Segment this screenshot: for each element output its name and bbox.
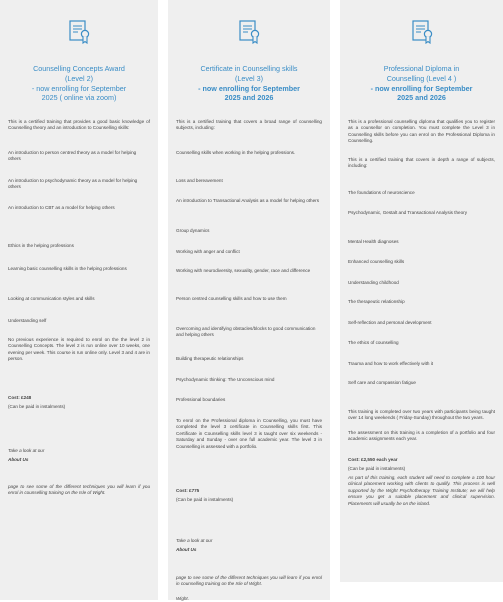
list-item: The ethics of counselling (348, 340, 399, 345)
list-item: Self-reflection and personal development (348, 320, 432, 325)
intro-text: This is a certified training that covers a broad range of counselling subjects, including: (176, 119, 322, 131)
take-a-look-text: Take a look at our (176, 538, 213, 543)
list-item: An introduction to Transactional Analysis as a model for helping others (176, 198, 319, 203)
list-item: Trauma and how to work effectively with it (348, 361, 434, 366)
title-enroll: - now enrolling for September (198, 83, 300, 93)
list-item: Loss and bereavement (176, 178, 223, 183)
list-item: Looking at communication styles and skills (8, 296, 95, 301)
intro-text: This is a certified training that provides a good basic knowledge of Counselling theory and an introduction to Counselling skills: (8, 119, 150, 131)
about-us-description: page to see some of the different techniques you will learn if you enrol in counselling training on the Isle of Wight. (176, 575, 322, 587)
list-item: The foundations of neuroscience (348, 190, 415, 195)
list-item: Working with anger and conflict (176, 249, 240, 254)
about-us-link[interactable]: About Us (8, 457, 29, 462)
instalments-note: (Can be paid in instalments) (176, 497, 234, 502)
about-us-link[interactable]: About Us (176, 547, 197, 552)
cost: Cost: £2,550 each year (348, 457, 398, 462)
list-item: Enhanced counselling skills (348, 259, 405, 264)
certificate-icon (410, 18, 434, 44)
title-enroll: - now enrolling for September (31, 83, 127, 93)
title-enroll: 2025 and 2026 (224, 93, 274, 103)
title-line: Professional Diploma in (383, 64, 460, 73)
take-a-look-text: Take a look at our (8, 448, 45, 453)
placement-note: As part of this training, each student will need to complete a 100 hour clinical placement working with clients to qualify. This process is well supported by the Wight Psychotherapy Training Institute; we will help ensure you get a suitable placement and clinical supervision. Placements will usually be on the island. (348, 475, 495, 506)
list-item: Person centred counselling skills and how to use them (176, 296, 287, 301)
title-enroll: 2025 and 2026 (397, 93, 446, 103)
course-title (6, 64, 152, 103)
list-item: Mental Health diagnoses (348, 239, 399, 244)
course-card-level-3 (168, 0, 330, 600)
list-item: Understanding self (8, 318, 47, 323)
duration-note: This training is completed over two years with participants being taught over 14 long weekends ( Friday-Sunday) throughout the two years. (348, 409, 495, 421)
course-card-level-2 (0, 0, 158, 600)
intro-text-2: This is a certified training that covers in depth a range of subjects, including: (348, 157, 495, 169)
list-item: Building therapeutic relationships (176, 356, 244, 361)
list-item: Overcoming and identifying obstacles/blocks to good communication and helping others (176, 326, 316, 338)
list-item: An introduction to psychodynamic theory as a model for helping others (8, 178, 138, 190)
list-item: Ethics in the helping professions (8, 243, 74, 248)
list-item: Learning basic counselling skills in the helping professions (8, 266, 127, 271)
text-fragment: Wight. (176, 596, 189, 601)
certificate-icon (237, 18, 261, 44)
course-card-level-4 (340, 0, 503, 582)
list-item: An introduction to person centred theory as a model for helping others (8, 150, 137, 162)
assessment-note: The assessment on this training is a completion of a portfolio and four academic assignments each year. (348, 430, 495, 442)
list-item: Professional boundaries (176, 397, 226, 402)
list-item: Self care and compassion fatigue (348, 380, 416, 385)
title-enroll: - now enrolling for September (370, 83, 473, 93)
title-line: (Level 2) (65, 73, 93, 83)
list-item: Working with neurodiversity, sexuality, gender, race and difference (176, 268, 311, 273)
list-item: Counselling skills when working in the helping professions. (176, 150, 296, 155)
list-item: Group dynamics (176, 228, 210, 233)
course-title (346, 64, 497, 103)
list-item: Psychodynamic, Gestalt and Transactional Analysis theory (348, 210, 467, 215)
requirements-note: To enrol on the Professional diploma in Counselling, you must have completed the level 3 certificate in Counselling skills first. This Certificate in Counselling skills level 3 is taught over six weekends - Saturday and Sunday - over one full academic year. The level 3 in Counselling is assessed with a portfolio. (176, 418, 322, 449)
course-title (174, 64, 324, 103)
certificate-icon (67, 18, 91, 44)
title-enroll: 2025 ( online via zoom) (41, 93, 117, 103)
cost: Cost: £775 (176, 488, 200, 493)
title-line: Certificate in Counselling skills (200, 64, 298, 73)
instalments-note: (Can be paid in instalments) (8, 404, 66, 409)
cost: Cost: £248 (8, 395, 32, 400)
requirements-note: No previous experience is required to enrol on the the level 2 in Counselling Concepts. The level 2 is run online over 10 weeks, one evening per week. This course is run online only. Level 3 and 4 are in person. (8, 337, 150, 362)
title-line: Counselling (Level 4 ) (386, 73, 457, 83)
list-item: Understanding childhood (348, 280, 399, 285)
about-us-description: page to see some of the different techniques you will learn if you enrol in counselling training on the Isle of Wight. (8, 484, 150, 496)
title-line: Counselling Concepts Award (33, 64, 125, 73)
list-item: Psychodynamic thinking: The Unconscious mind (176, 377, 275, 382)
intro-text: This is a professional counselling diploma that qualifies you to register as a counsellor on completion. You must complete the Level 3 in Counselling skills before you can enrol on the Professional Diploma in Counselling. (348, 119, 495, 144)
instalments-note: (Can be paid in instalments) (348, 466, 406, 471)
list-item: The therapeutic relationship (348, 299, 405, 304)
list-item: An introduction to CBT as a model for helping others (8, 205, 115, 210)
title-line: (Level 3) (235, 73, 263, 83)
